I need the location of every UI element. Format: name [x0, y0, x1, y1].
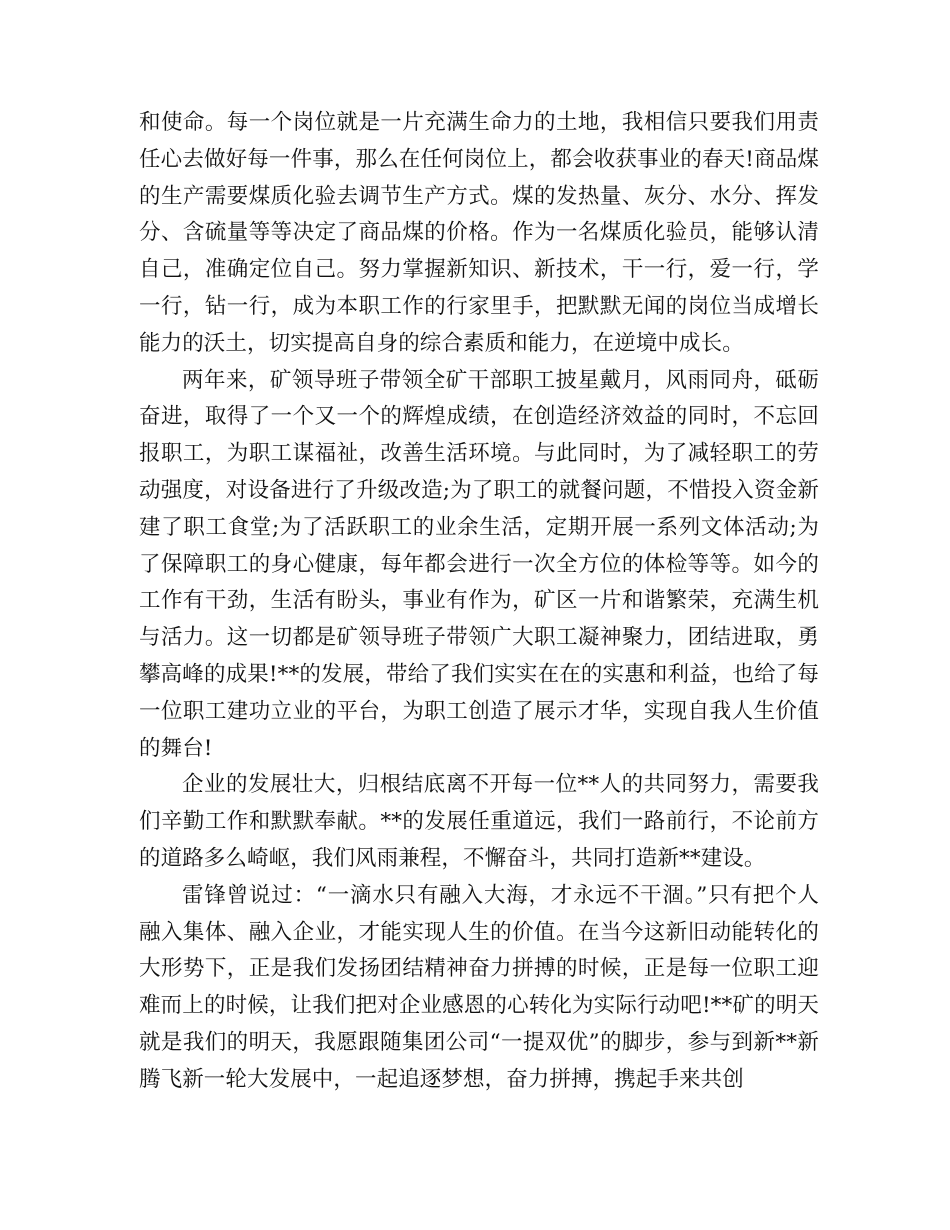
document-body [139, 105, 819, 1099]
paragraph-development: 企业的发展壮大，归根结底离不开每一位**人的共同努力，需要我们辛勤工作和默默奉献。**的发展任重道远，我们一路前行，不论前方的道路多么崎岖，我们风雨兼程，不懈奋斗，共同打造新**建设。 [139, 772, 819, 871]
paragraph-leifeng-quote: 雷锋曾说过：“一滴水只有融入大海，才永远不干涸。”只有把个人融入集体、融入企业，才能实现人生的价值。在当今这新旧动能转化的大形势下，正是我们发扬团结精神奋力拼搏的时候，正是每一位职工迎难而上的时候，让我们把对企业感恩的心转化为实际行动吧!**矿的明天就是我们的明天，我愿跟随集团公司“一提双优”的脚步，参与到新**新腾飞新一轮大发展中，一起追逐梦想，奋力拼搏，携起手来共创 [139, 882, 819, 1092]
paragraph-achievements: 两年来，矿领导班子带领全矿干部职工披星戴月，风雨同舟，砥砺奋进，取得了一个又一个的辉煌成绩，在创造经济效益的同时，不忘回报职工，为职工谋福祉，改善生活环境。与此同时，为了减轻职工的劳动强度，对设备进行了升级改造;为了职工的就餐问题，不惜投入资金新建了职工食堂;为了活跃职工的业余生活，定期开展一系列文体活动;为了保障职工的身心健康，每年都会进行一次全方位的体检等等。如今的工作有干劲，生活有盼头，事业有作为，矿区一片和谐繁荣，充满生机与活力。这一切都是矿领导班子带领广大职工凝神聚力，团结进取，勇攀高峰的成果!**的发展，带给了我们实实在在的实惠和利益，也给了每一位职工建功立业的平台，为职工创造了展示才华，实现自我人生价值的舞台! [139, 367, 819, 761]
paragraph-mission: 和使命。每一个岗位就是一片充满生命力的土地，我相信只要我们用责任心去做好每一件事，那么在任何岗位上，都会收获事业的春天!商品煤的生产需要煤质化验去调节生产方式。煤的发热量、灰分、水分、挥发分、含硫量等等决定了商品煤的价格。作为一名煤质化验员，能够认清自己，准确定位自己。努力掌握新知识、新技术，干一行，爱一行，学一行，钻一行，成为本职工作的行家里手，把默默无闻的岗位当成增长能力的沃土，切实提高自身的综合素质和能力，在逆境中成长。 [139, 110, 819, 356]
